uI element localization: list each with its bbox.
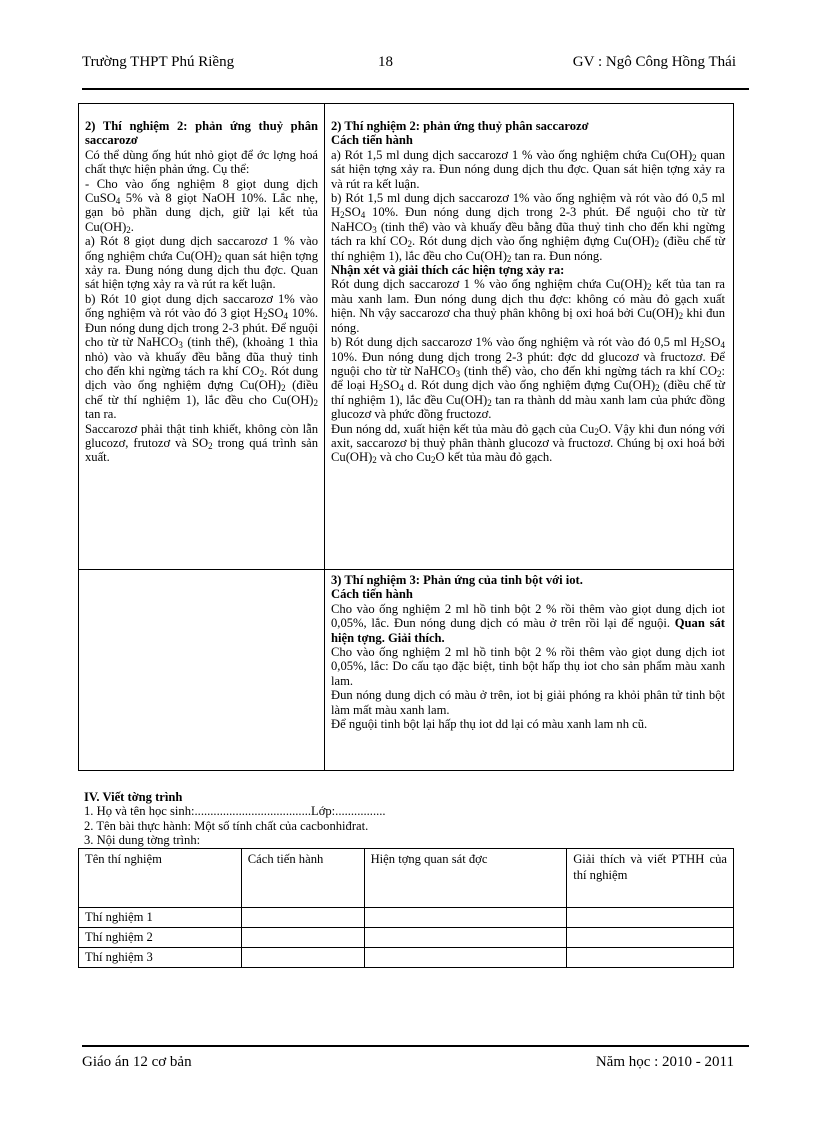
right-method-heading: Cách tiến hành <box>331 133 413 148</box>
page-footer <box>82 1054 734 1074</box>
left-p1: Có thể dùng ống hút nhỏ giọt để ớc lợng hoá chất thực hiện phản ứng. Cụ thể: <box>85 147 318 177</box>
right-step-a: a) Rót 1,5 ml dung dịch saccarozơ 1 % vào ống nghiệm chứa $Cu(OH)_2$ quan sát hiện tợng xảy ra. Đun nóng dung dịch thu đợc. Quan sát hiện tợng xảy ra và rút ra kết luận. <box>331 147 725 191</box>
exp3-p2: Cho vào ống nghiệm 2 ml hồ tinh bột 2 % rồi thêm vào giọt dung dịch iot 0,05%, lắc: Do cấu tạo đặc biệt, tinh bột hấp thụ iot cho sản phẩm màu xanh lam. <box>331 645 725 688</box>
col-header-observation: Hiện tợng quan sát đợc <box>364 849 567 908</box>
row-divider <box>79 569 733 570</box>
report-section <box>84 790 744 848</box>
exp3-p4: Để nguội tinh bột lại hấp thụ iot dd lại có màu xanh lam nh cũ. <box>331 717 648 732</box>
report-line-2: 2. Tên bài thực hành: Một số tính chất của cacbonhiđrat. <box>84 818 369 833</box>
col-header-explanation: Giải thích và viết PTHH của thí nghiệm <box>567 849 734 908</box>
report-title: IV. Viết tờng trình <box>84 790 183 804</box>
school-name: Trường THPT Phú Riềng <box>82 54 235 70</box>
right-column-experiment-2 <box>331 119 725 465</box>
footer-school-year: Năm học : 2010 - 2011 <box>595 1054 734 1070</box>
left-title: 2) Thí nghiệm 2: phản ứng thuỷ phân saccarozơ <box>85 119 318 148</box>
report-line-1: 1. Họ và tên học sinh:.....................................Lớp:................ <box>84 804 386 819</box>
page-header <box>82 54 736 76</box>
page-number: 18 <box>378 54 393 70</box>
table-row: Thí nghiệm 2 <box>79 928 734 948</box>
right-step-b: b) Rót 1,5 ml dung dịch saccarozơ 1% vào ống nghiệm và rót vào đó 0,5 ml $H_2SO_4$ 10%. Đun nóng dung dịch trong 2-3 phút. Để nguội cho từ từ NaHCO$_3$ (tinh thể) vào và khuấy đều bằng đũa thuỷ tinh cho đến khi ngừng tách ra khí $CO_2$. Rót dung dịch vào ống nghiệm đựng $Cu(OH)_2$ (điều chế từ thí nghiệm 1), lắc đều cho $Cu(OH)_2$ tan ra. Đun nóng. <box>331 191 725 264</box>
header-rule <box>82 88 749 90</box>
left-p2: - Cho vào ống nghiệm 8 giọt dung dịch CuSO$_4$ 5% và 8 giọt NaOH 10%. Lắc nhẹ, gạn bỏ phần dung dịch, giữ lại kết tủa $Cu(OH)_2$. <box>85 176 318 235</box>
right-obs-b: b) Rót dung dịch saccarozơ 1% vào ống nghiệm và rót vào đó 0,5 ml $H_2SO_4$ 10%. Đun nóng dung dịch trong 2-3 phút: đợc dd glucozơ và fructozơ. Để nguội cho từ từ NaHCO$_3$ (tinh thể) vào, cho đến khi ngừng tách ra khí $CO_2$: để loại $H_2SO_4$ d. Rót dung dịch vào ống nghiệm đựng $Cu(OH)_2$ (điều chế từ thí nghiệm 1), lắc đều $Cu(OH)_2$ tan ra thành dd màu xanh lam của phức đồng glucozơ và phức đồng fructozơ. <box>331 335 726 422</box>
footer-rule <box>82 1045 749 1047</box>
experiment-table <box>78 103 734 771</box>
table-row: Thí nghiệm 3 <box>79 948 734 968</box>
left-p3: a) Rót 8 giọt dung dịch saccarozơ 1 % vào ống nghiệm chứa $Cu(OH)_2$ quan sát hiện tợng xảy ra. Đung nóng dung dịch thu đợc. Quan sát hiện tợng xảy ra và rút ra kết luận. <box>85 234 318 292</box>
column-divider <box>324 104 325 770</box>
footer-course: Giáo án 12 cơ bản <box>82 1054 192 1070</box>
col-header-experiment: Tên thí nghiệm <box>79 849 242 908</box>
right-obs-c: Đun nóng dd, xuất hiện kết tủa màu đỏ gạch của $Cu_2O$. Vậy khi đun nóng với axit, saccarozơ bị thuỷ phân thành glucozơ và fructozơ. Chúng bị oxi hoá bởi $Cu(OH)_2$ và cho $Cu_2O$ kết tủa màu đỏ gạch. <box>331 421 725 466</box>
col-header-method: Cách tiến hành <box>241 849 364 908</box>
report-table-header <box>79 849 734 908</box>
exp3-title: 3) Thí nghiệm 3: Phản ứng của tinh bột với iot. <box>331 573 583 587</box>
exp3-p1: Cho vào ống nghiệm 2 ml hồ tinh bột 2 % rồi thêm vào giọt dung dịch iot 0,05%, lắc. Đun nóng dung dịch có màu ở trên rồi lại để nguội. Quan sát hiện tợng. Giải thích. <box>331 601 725 645</box>
teacher-name: GV : Ngô Công Hồng Thái <box>572 54 736 70</box>
report-table <box>78 848 734 968</box>
exp3-p3: Đun nóng dung dịch có màu ở trên, iot bị giải phóng ra khỏi phân tử tinh bột làm mất màu xanh lam. <box>331 688 725 717</box>
exp3-method-heading: Cách tiến hành <box>331 587 413 602</box>
table-row: Thí nghiệm 1 <box>79 908 734 928</box>
right-observation-heading: Nhận xét và giải thích các hiện tợng xảy ra: <box>331 263 565 278</box>
left-p4: b) Rót 10 giọt dung dịch saccarozơ 1% vào ống nghiệm và rót vào đó 3 giọt $H_2SO_4$ 10%. Đun nóng dung dịch trong 2-3 phút. Để nguội cho từ từ NaHCO$_3$ (tinh thể), (khoảng 1 thìa nhỏ) vào và khuấy đều bằng đũa thuỷ tinh cho đến khi ngừng tách ra khí $CO_2$. Rót dung dịch vào ống nghiệm đựng $Cu(OH)_2$ (điều chế từ thí nghiệm 1), lắc đều cho $Cu(OH)_2$ tan ra. <box>85 291 319 422</box>
left-column-experiment-2 <box>85 119 318 465</box>
right-column-experiment-3 <box>331 573 725 731</box>
right-title: 2) Thí nghiệm 2: phản ứng thuỷ phân saccarozơ <box>331 119 589 133</box>
right-obs-a: Rót dung dịch saccarozơ 1 % vào ống nghiệm chứa $Cu(OH)_2$ kết tủa tan ra màu xanh lam. Đun nóng dung dịch thu đợc: không có màu đỏ gạch xuất hiện. Nh vậy saccarozơ cha thuỷ phân không bị oxi hoá bởi $Cu(OH)_2$ khi đun nóng. <box>331 277 726 335</box>
report-line-3: 3. Nội dung tờng trình: <box>84 833 201 848</box>
left-p5: Saccarozơ phải thật tinh khiết, không còn lẫn glucozơ, frutozơ và $SO_2$ trong quá trình sản xuất. <box>85 421 318 465</box>
